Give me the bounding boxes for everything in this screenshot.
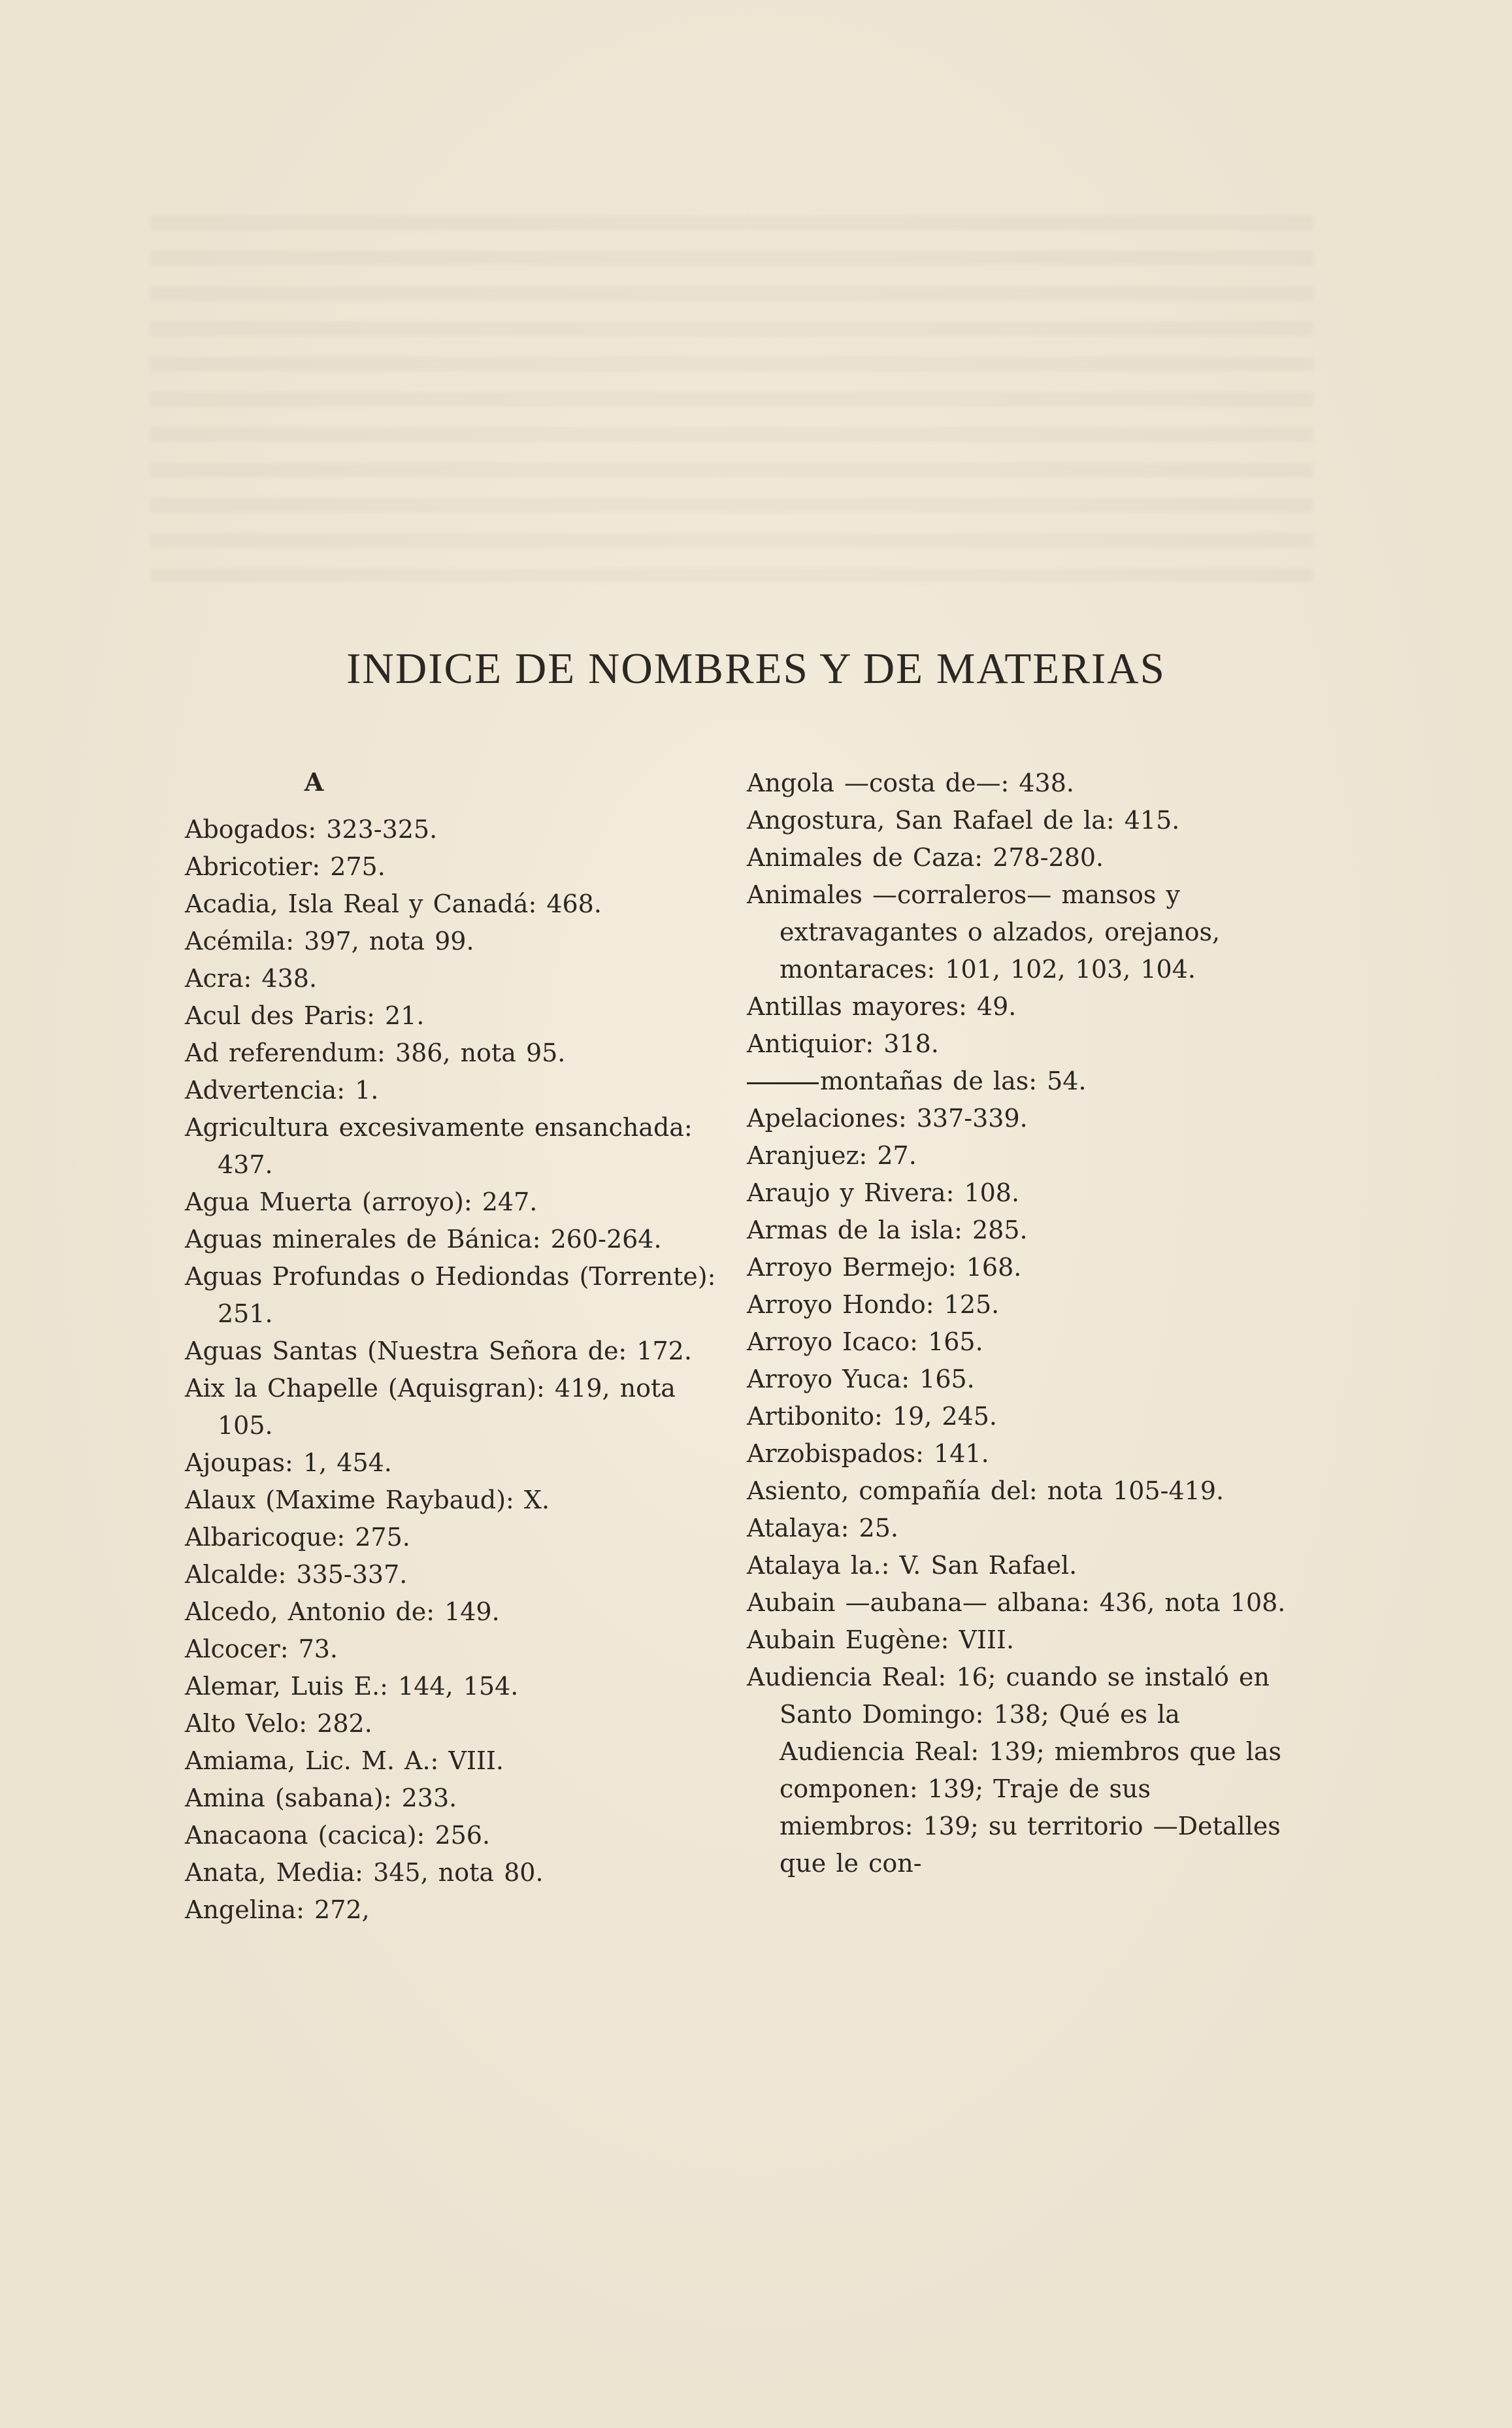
index-entry: Arroyo Yuca: 165. [747, 1365, 975, 1393]
index-sub-entry [747, 1063, 1289, 1100]
index-column-left [185, 765, 721, 1929]
index-entry: Alaux (Maxime Raybaud): X. [185, 1486, 550, 1514]
bleed-through-text [150, 216, 1313, 582]
index-entry: Arroyo Icaco: 165. [747, 1327, 983, 1356]
index-entry: Animales —corraleros— mansos y extravagantes o alzados, orejanos, montaraces: 101, 102, 103, 104. [747, 880, 1221, 984]
index-entry: Aubain —aubana— albana: 436, nota 108. [747, 1588, 1286, 1617]
index-entry: Ajoupas: 1, 454. [185, 1448, 392, 1477]
index-entry: Alcalde: 335-337. [185, 1560, 408, 1589]
ditto-dash [747, 1082, 819, 1084]
index-entry: Animales de Caza: 278-280. [747, 843, 1104, 872]
index-entry: Alcedo, Antonio de: 149. [185, 1597, 500, 1626]
index-entry: Aguas minerales de Bánica: 260-264. [185, 1225, 662, 1254]
index-entry: Alto Velo: 282. [185, 1709, 372, 1738]
index-column-right [747, 765, 1289, 1882]
index-entry: Alemar, Luis E.: 144, 154. [185, 1672, 519, 1701]
index-entry: Atalaya: 25. [747, 1514, 898, 1542]
index-entry: Arroyo Hondo: 125. [747, 1290, 1000, 1319]
section-letter: A [304, 767, 324, 797]
index-entry: Angostura, San Rafael de la: 415. [747, 806, 1180, 835]
index-entry: Artibonito: 19, 245. [747, 1402, 998, 1431]
index-entry: Aguas Profundas o Hediondas (Torrente): 251. [185, 1262, 716, 1328]
index-entry: Abricotier: 275. [185, 852, 386, 881]
index-entry: Aranjuez: 27. [747, 1141, 917, 1170]
index-entry: Acémila: 397, nota 99. [185, 927, 474, 956]
index-entry: Albaricoque: 275. [185, 1523, 410, 1552]
index-entry: Audiencia Real: 16; cuando se instaló en Santo Domingo: 138; Qué es la Audiencia Real: 139; miembros que las componen: 139; Traje de sus miembros: 139; su territorio —Detalles que le con- [747, 1663, 1282, 1878]
index-entry: Asiento, compañía del: nota 105-419. [747, 1476, 1224, 1505]
index-entry: Arzobispados: 141. [747, 1439, 989, 1468]
index-entry: Agua Muerta (arroyo): 247. [185, 1188, 538, 1216]
sub-entry-text: montañas de las: 54. [820, 1067, 1087, 1095]
index-entry: Amina (sabana): 233. [185, 1784, 457, 1812]
index-entry: Anata, Media: 345, nota 80. [185, 1858, 544, 1887]
index-entry: Atalaya la.: V. San Rafael. [747, 1551, 1077, 1580]
index-entry: Aubain Eugène: VIII. [747, 1625, 1015, 1654]
index-entry: Agricultura excesivamente ensanchada: 437. [185, 1113, 693, 1179]
index-entry: Angola —costa de—: 438. [747, 769, 1074, 797]
index-entry: Arroyo Bermejo: 168. [747, 1253, 1022, 1282]
index-entry: Abogados: 323-325. [185, 815, 438, 844]
index-entry: Ad referendum: 386, nota 95. [185, 1039, 566, 1067]
index-entry: Angelina: 272, [185, 1895, 370, 1924]
index-entry: Alcocer: 73. [185, 1635, 338, 1663]
index-entry: Antillas mayores: 49. [747, 992, 1017, 1021]
index-entry: Acra: 438. [185, 964, 318, 993]
index-entry: Acul des Paris: 21. [185, 1001, 425, 1030]
index-entry: Apelaciones: 337-339. [747, 1104, 1028, 1133]
index-entry: Advertencia: 1. [185, 1076, 379, 1105]
index-entry: Acadia, Isla Real y Canadá: 468. [185, 890, 602, 918]
index-entry: Araujo y Rivera: 108. [747, 1178, 1020, 1207]
index-entry: Anacaona (cacica): 256. [185, 1821, 491, 1850]
index-entry: Armas de la isla: 285. [747, 1216, 1028, 1244]
index-entry: Aguas Santas (Nuestra Señora de: 172. [185, 1337, 692, 1365]
index-entry: Amiama, Lic. M. A.: VIII. [185, 1746, 504, 1775]
index-entry: Aix la Chapelle (Aquisgran): 419, nota 105. [185, 1374, 676, 1440]
page-title: INDICE DE NOMBRES Y DE MATERIAS [346, 644, 1166, 693]
index-entry: Antiquior: 318. [747, 1029, 939, 1058]
